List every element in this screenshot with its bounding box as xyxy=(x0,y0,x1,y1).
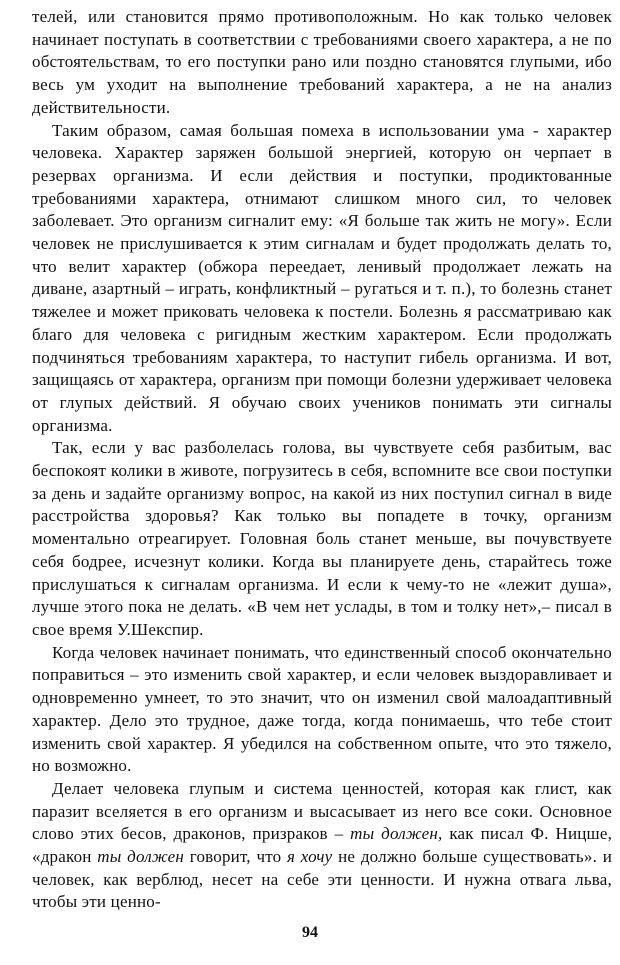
body-text xyxy=(32,6,612,914)
italic-phrase-you-must: ты должен, xyxy=(350,824,443,844)
italic-phrase-i-want: я хочу xyxy=(286,847,333,867)
paragraph-2: Таким образом, самая большая помеха в использовании ума - характер человека. Характер заряжен большой энергией, которую он черпает в резервах организма. И если действия и поступки, продиктованные требованиями характера, отнимают слишком много сил, то человек заболевает. Это организм сигналит ему: «Я больше так жить не могу». Если человек не прислушивается к этим сигналам и будет продолжать делать то, что велит характер (обжора переедает, ленивый продолжает лежать на диване, азартный – играть, конфликтный – ругаться и т. п.), то болезнь станет тяжелее и может приковать человека к постели. Болезнь я рассматриваю как благо для человека с ригидным жестким характером. Если продолжать подчиняться требованиям характера, то наступит гибель организма. И вот, защищаясь от характера, организм при помощи болезни удерживает человека от глупых действий. Я обучаю своих учеников понимать эти сигналы организма. xyxy=(32,120,612,435)
paragraph-5-text-1: Делает человека глупым и система ценностей, которая как глист, как паразит вселяется в его организм и высасывает из него все соки. Основное слово этих бесов, драконов, призраков – xyxy=(32,778,612,844)
paragraph-1: телей, или становится прямо противоположным. Но как только человек начинает поступать в соответствии с требованиями своего характера, а не по обстоятельствам, то его поступки рано или поздно становятся глупыми, ибо весь ум уходит на выполнение требований характера, а не на анализ действительности. xyxy=(32,7,612,117)
paragraph-5-text-3: говорит, что xyxy=(189,847,282,867)
paragraph-5-text-4: не должно больше существовать». и человек, как верблюд, несет на себе эти ценности. И нужна отвага льва, чтобы эти ценно- xyxy=(32,847,613,912)
paragraph-5 xyxy=(32,778,612,914)
paragraph-5-text-2: как писал Ф. Ницше, «дракон xyxy=(32,824,613,867)
paragraph-3: Так, если у вас разболелась голова, вы чувствуете себя разбитым, вас беспокоят колики в животе, погрузитесь в себя, вспомните все свои поступки за день и задайте организму вопрос, на какой из них поступил сигнал в виде расстройства здоровья? Как только вы попадете в точку, организм моментально отреагирует. Головная боль станет меньше, вы почувствуете себя бодрее, исчезнут колики. Когда вы планируете день, старайтесь тоже прислушаться к сигналам организма. И если к чему-то не «лежит душа», лучше этого пока не делать. «В чем нет услады, в том и толку нет»,– писал в свое время У.Шекспир. xyxy=(32,438,612,639)
page-number: 94 xyxy=(302,924,318,941)
italic-phrase-you-must-2: ты должен xyxy=(97,847,185,867)
paragraph-4: Когда человек начинает понимать, что единственный способ окончательно поправиться – это изменить свой характер, и если человек выздоравливает и одновременно умнеет, то это значит, что он изменил свой малоадаптивный характер. Дело это трудное, даже тогда, когда понимаешь, что тебе стоит изменить свой характер. Я убедился на собственном опыте, что это тяжело, но возможно. xyxy=(32,642,612,776)
